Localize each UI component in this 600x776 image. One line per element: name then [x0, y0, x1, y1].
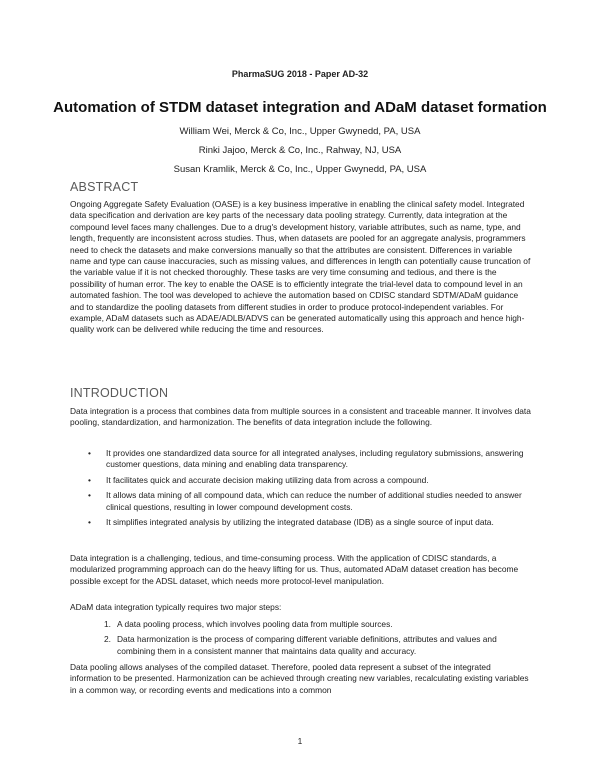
list-item-text: It simplifies integrated analysis by utilizing the integrated database (IDB) as a single source of input data. — [106, 517, 494, 528]
author-line: William Wei, Merck & Co, Inc., Upper Gwynedd, PA, USA — [179, 126, 421, 137]
list-item — [88, 517, 526, 528]
paper-title: Automation of STDM dataset integration and ADaM dataset formation — [53, 99, 547, 116]
abstract-heading: ABSTRACT — [70, 180, 139, 194]
list-item — [104, 634, 528, 657]
list-item-text: It provides one standardized data source for all integrated analyses, including regulatory submissions, answering customer questions, data mining and enabling data transparency. — [106, 448, 524, 470]
list-item — [104, 619, 528, 630]
steps-list — [104, 619, 528, 661]
bullet-icon: • — [88, 448, 91, 458]
page-number: 1 — [297, 736, 303, 746]
intro-paragraph: Data integration is a challenging, tedious, and time-consuming process. With the application of CDISC standards, a modularized programming approach can do the heavy lifting for us. Thus, automated ADaM dataset creation has become possible except for the ADSL dataset, which needs more protocol-level manipulation. — [70, 553, 519, 586]
list-item-text: It allows data mining of all compound data, which can reduce the number of additional studies needed to answer clinical questions, resulting in lower compound development costs. — [106, 490, 522, 512]
list-item-text: Data harmonization is the process of comparing different variable definitions, attributes and values and combining them in a consistent manner that maintains data quality and accuracy. — [117, 634, 497, 656]
bullet-icon: • — [88, 474, 91, 485]
benefits-list — [88, 448, 526, 532]
author-line: Rinki Jajoo, Merck & Co, Inc., Rahway, NJ, USA — [198, 145, 402, 156]
author-line: Susan Kramlik, Merck & Co, Inc., Upper Gwynedd, PA, USA — [173, 164, 427, 175]
step-number: 2. — [104, 634, 111, 645]
list-item — [88, 475, 526, 486]
intro-paragraph: ADaM data integration typically requires two major steps: — [70, 602, 282, 612]
introduction-heading: INTRODUCTION — [70, 386, 169, 400]
intro-paragraph: Data integration is a process that combines data from multiple sources in a consistent and traceable manner. It involves data pooling, standardization, and harmonization. The benefits of data integration include the following. — [70, 406, 531, 428]
bullet-icon: • — [88, 490, 91, 501]
abstract-body: Ongoing Aggregate Safety Evaluation (OASE) is a key business imperative in enabling the clinical safety model. Integrated data specification and derivation are key parts of the necessary data pooling strategy. Currently, data integration at the compound level faces many challenges. Due to a drug's development history, variable attributes, such as name, type, and length, frequently are inconsistent across studies. Thus, when datasets are pooled for an aggregate analysis, programmers need to check the datasets and make conversions manually so that the attributes are consistent. Differences in variable name and type can cause inaccuracies, such as missing values, and differences in length can potentially cause truncation of the variable value if it is not checked thoroughly. These tasks are very time consuming and tedious, and there is the possibility of human error. The key to enable the OASE is to efficiently integrate the trial-level data to compound level in an automated fashion. The tool was developed to achieve the automation based on CDISC standard SDTM/ADaM guidance and to standardize the pooling datasets from different studies in order to produce protocol-independent variables. For example, ADaM datasets such as ADAE/ADLB/ADVS can be generated automatically using this approach and hence high-quality work can be delivered while reducing the time and resources. — [70, 199, 531, 335]
list-item — [88, 490, 526, 513]
bullet-icon: • — [88, 517, 91, 528]
list-item-text: It facilitates quick and accurate decision making utilizing data from across a compound. — [106, 474, 429, 485]
step-number: 1. — [104, 619, 111, 629]
intro-paragraph: Data pooling allows analyses of the compiled dataset. Therefore, pooled data represent a subset of the integrated information to be presented. Harmonization can be achieved through creating new variables, recalculating existing variables in a common way, or recording events and medications into a common — [70, 662, 529, 695]
author-list — [0, 122, 600, 179]
list-item — [88, 448, 526, 471]
list-item-text: A data pooling process, which involves pooling data from multiple sources. — [117, 619, 393, 629]
conference-label: PharmaSUG 2018 - Paper AD-32 — [231, 69, 369, 79]
